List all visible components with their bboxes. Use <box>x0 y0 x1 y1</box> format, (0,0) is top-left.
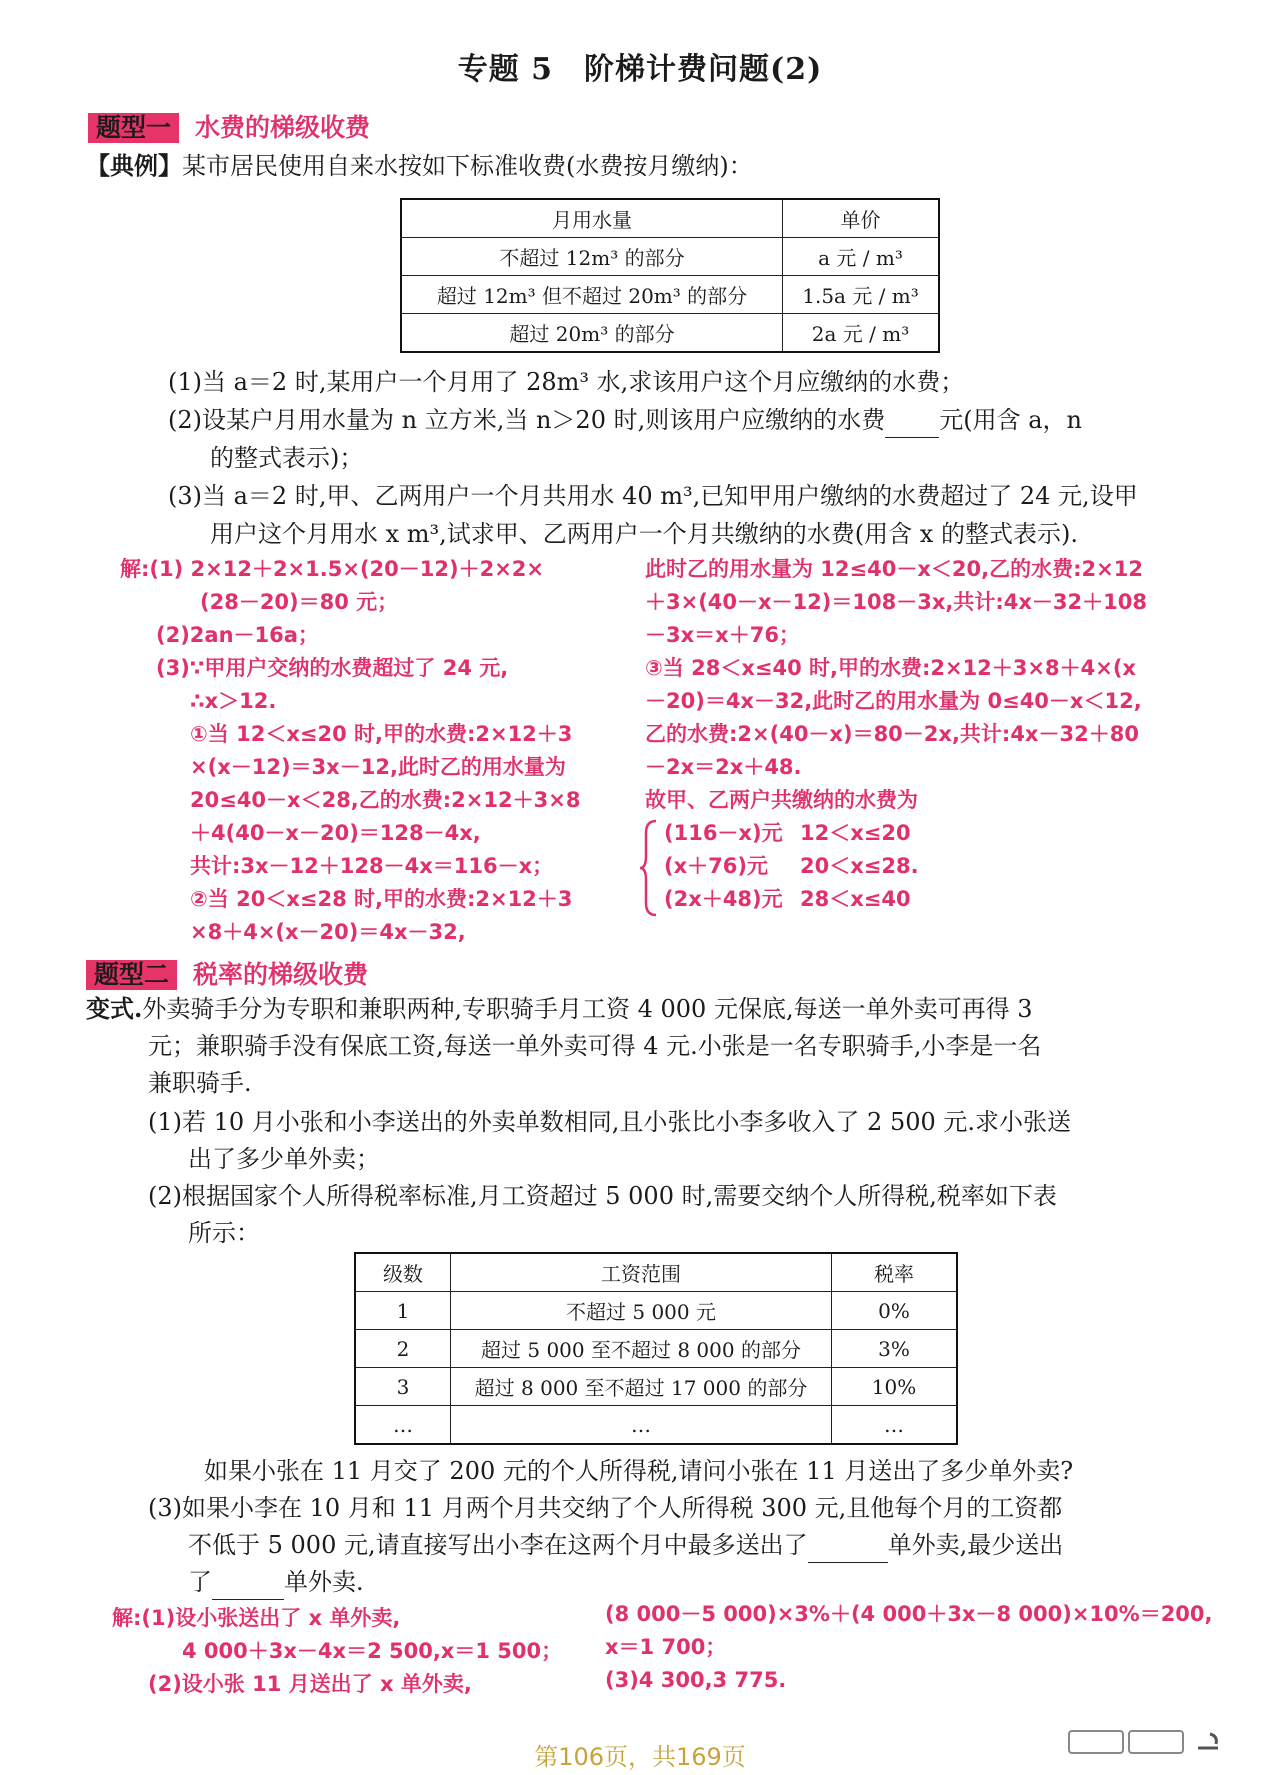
table-cell: 3% <box>832 1330 958 1368</box>
case-expression: (2x＋48)元 <box>664 887 783 911</box>
table-header-cell: 税率 <box>832 1253 958 1292</box>
case-expression: (x＋76)元 <box>664 854 768 878</box>
table-cell: 2 <box>355 1330 451 1368</box>
answer-line: －2x＝2x＋48. <box>645 755 802 779</box>
table-row <box>355 1292 957 1330</box>
table-cell: 超过 20m³ 的部分 <box>401 314 783 353</box>
question-2-cont: 所示： <box>188 1219 260 1247</box>
table-cell: … <box>832 1406 958 1445</box>
case-condition: 12＜x≤20 <box>800 821 911 845</box>
question-3-cont <box>188 1527 1063 1563</box>
table-cell: 2a 元 / m³ <box>783 314 940 353</box>
answer-line: －20)＝4x－32,此时乙的用水量为 0≤40－x＜12, <box>645 689 1142 713</box>
table-cell: 超过 8 000 至不超过 17 000 的部分 <box>451 1368 832 1406</box>
section-1-header <box>88 108 370 144</box>
example-intro <box>86 148 753 184</box>
question-3-cont: 用户这个月用水 x m³,试求甲、乙两用户一个月共缴纳的水费(用含 x 的整式表示). <box>210 520 1078 548</box>
answer-line: (8 000－5 000)×3%＋(4 000＋3x－8 000)×10%＝200, <box>605 1602 1213 1626</box>
question-1-cont: 出了多少单外卖； <box>188 1145 380 1173</box>
question-2-text: (2)设某户月用水量为 n 立方米,当 n＞20 时,则该用户应缴纳的水费 <box>168 406 886 434</box>
question-3-text: 不低于 5 000 元,请直接写出小李在这两个月中最多送出了 <box>188 1531 808 1559</box>
answer-line: (2)设小张 11 月送出了 x 单外卖, <box>148 1672 472 1696</box>
answer-line: －3x＝x＋76； <box>645 623 800 647</box>
variant-intro-2: 元；兼职骑手没有保底工资,每送一单外卖可得 4 元.小张是一名专职骑手,小李是一名 <box>148 1032 1042 1060</box>
table-header-row <box>355 1253 957 1292</box>
question-3-text-d: 单外卖. <box>284 1568 364 1596</box>
table-cell: 超过 12m³ 但不超过 20m³ 的部分 <box>401 276 783 314</box>
section-1-tag: 题型一 <box>88 113 179 143</box>
water-price-table <box>400 198 940 353</box>
case-condition: 20＜x≤28. <box>800 854 919 878</box>
section-2-header <box>86 955 368 991</box>
brace-icon <box>638 818 660 918</box>
answer-line: 4 000＋3x－4x＝2 500,x＝1 500； <box>182 1639 563 1663</box>
answer-blank <box>212 1573 284 1600</box>
answer-line: (3)∵甲用户交纳的水费超过了 24 元, <box>156 656 509 680</box>
question-2 <box>168 402 1082 438</box>
table-header-row <box>401 199 939 238</box>
table-row <box>401 238 939 276</box>
table-cell: a 元 / m³ <box>783 238 940 276</box>
table-row <box>401 276 939 314</box>
answer-line: ×(x－12)＝3x－12,此时乙的用水量为 <box>190 755 566 779</box>
table-row <box>355 1330 957 1368</box>
scroll-left-icon[interactable] <box>1068 1730 1124 1754</box>
table-row <box>355 1406 957 1445</box>
tax-rate-table <box>354 1252 958 1445</box>
answer-line: 解:(1) 2×12＋2×1.5×(20－12)＋2×2× <box>120 557 545 581</box>
corner-mark-icon <box>1194 1728 1224 1754</box>
table-cell: 1.5a 元 / m³ <box>783 276 940 314</box>
answer-line: ③当 28＜x≤40 时,甲的水费:2×12＋3×8＋4×(x <box>645 656 1136 680</box>
question-2-sub: 如果小张在 11 月交了 200 元的个人所得税,请问小张在 11 月送出了多少单外卖? <box>204 1457 1074 1485</box>
answer-line: ×8＋4×(x－20)＝4x－32, <box>190 920 466 944</box>
question-2-text-b: 元(用含 a，n <box>939 406 1082 434</box>
answer-blank <box>885 411 939 438</box>
table-cell: 3 <box>355 1368 451 1406</box>
table-header-cell: 单价 <box>783 199 940 238</box>
variant-intro-3: 兼职骑手. <box>148 1069 252 1097</box>
answer-line: 20≤40－x＜28,乙的水费:2×12＋3×8 <box>190 788 581 812</box>
table-cell: … <box>355 1406 451 1445</box>
question-3: (3)如果小李在 10 月和 11 月两个月共交纳了个人所得税 300 元,且他每个月的工资都 <box>148 1494 1063 1522</box>
answer-line: 乙的水费:2×(40－x)＝80－2x,共计:4x－32＋80 <box>645 722 1139 746</box>
answer-line: 解:(1)设小张送出了 x 单外卖, <box>112 1606 401 1630</box>
answer-line: 共计:3x－12＋128－4x＝116－x； <box>190 854 554 878</box>
answer-line: ②当 20＜x≤28 时,甲的水费:2×12＋3 <box>190 887 573 911</box>
piecewise-brace <box>638 818 660 922</box>
question-3-text-b: 单外卖,最少送出 <box>887 1531 1064 1559</box>
question-3-text-c: 了 <box>188 1568 212 1596</box>
case-expression: (116－x)元 <box>664 821 783 845</box>
table-cell: 不超过 12m³ 的部分 <box>401 238 783 276</box>
table-cell: 不超过 5 000 元 <box>451 1292 832 1330</box>
scroll-right-icon[interactable] <box>1128 1730 1184 1754</box>
section-2-tag: 题型二 <box>86 960 177 990</box>
example-intro-text: 某市居民使用自来水按如下标准收费(水费按月缴纳)： <box>182 152 753 180</box>
table-header-cell: 工资范围 <box>451 1253 832 1292</box>
answer-line: ①当 12＜x≤20 时,甲的水费:2×12＋3 <box>190 722 573 746</box>
answer-line: ∴x＞12. <box>190 689 277 713</box>
section-2-title: 税率的梯级收费 <box>193 960 369 989</box>
example-label: 【典例】 <box>86 151 182 180</box>
answer-line: (28－20)＝80 元； <box>200 590 399 614</box>
question-1: (1)若 10 月小张和小李送出的外卖单数相同,且小张比小李多收入了 2 500 元.求小张送 <box>148 1108 1072 1136</box>
answer-line: (3)4 300,3 775. <box>605 1668 787 1692</box>
answer-line: (2)2an－16a； <box>156 623 319 647</box>
answer-line: 此时乙的用水量为 12≤40－x＜20,乙的水费:2×12 <box>645 557 1143 581</box>
table-cell: … <box>451 1406 832 1445</box>
answer-line: 故甲、乙两户共缴纳的水费为 <box>645 788 918 812</box>
variant-label: 变式. <box>86 994 143 1023</box>
table-cell: 超过 5 000 至不超过 8 000 的部分 <box>451 1330 832 1368</box>
question-2: (2)根据国家个人所得税率标准,月工资超过 5 000 时,需要交纳个人所得税,税率如下表 <box>148 1182 1057 1210</box>
answer-line: ＋3×(40－x－12)＝108－3x,共计:4x－32＋108 <box>645 590 1147 614</box>
question-2-cont: 的整式表示)； <box>210 444 364 472</box>
answer-line: x＝1 700； <box>605 1635 727 1659</box>
table-row <box>401 314 939 353</box>
table-header-cell: 月用水量 <box>401 199 783 238</box>
answer-line: ＋4(40－x－20)＝128－4x, <box>190 821 481 845</box>
table-cell: 10% <box>832 1368 958 1406</box>
table-row <box>355 1368 957 1406</box>
table-cell: 0% <box>832 1292 958 1330</box>
page-title: 专题 5 阶梯计费问题(2) <box>457 52 823 87</box>
variant-intro <box>86 991 1032 1027</box>
case-condition: 28＜x≤40 <box>800 887 911 911</box>
question-3-end <box>188 1564 364 1600</box>
page-scroll-controls <box>1068 1728 1238 1754</box>
answer-blank <box>808 1536 888 1563</box>
section-1-title: 水费的梯级收费 <box>195 113 371 142</box>
variant-intro-text: 外卖骑手分为专职和兼职两种,专职骑手月工资 4 000 元保底,每送一单外卖可再得 3 <box>142 995 1033 1023</box>
table-header-cell: 级数 <box>355 1253 451 1292</box>
page-footer: 第106页，共169页 <box>534 1743 746 1771</box>
table-cell: 1 <box>355 1292 451 1330</box>
question-3: (3)当 a＝2 时,甲、乙两用户一个月共用水 40 m³,已知甲用户缴纳的水费超过了 24 元,设甲 <box>168 482 1138 510</box>
question-1: (1)当 a＝2 时,某用户一个月用了 28m³ 水,求该用户这个月应缴纳的水费； <box>168 368 965 396</box>
